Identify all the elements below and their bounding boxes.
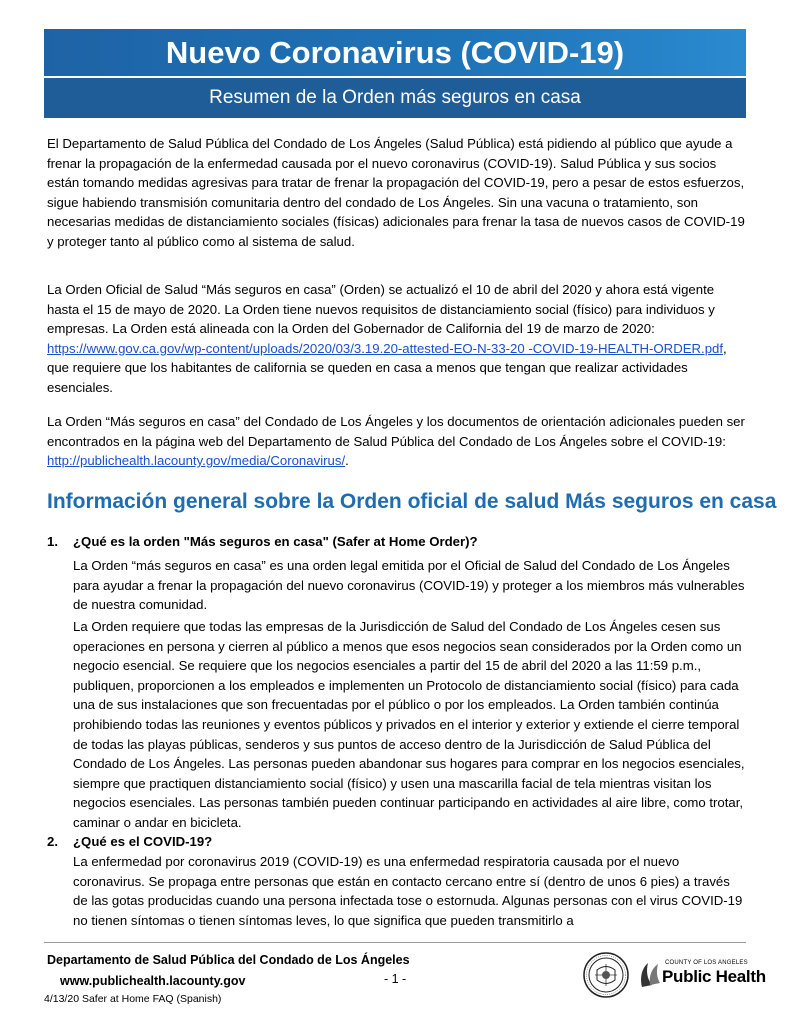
intro-paragraph-1: El Departamento de Salud Pública del Condado de Los Ángeles (Salud Pública) está pidiendo al público que ayude a frenar la propagación de la enfermedad causada por el nuevo coronavirus (COVID-19). Salud Pública y sus socios están tomando medidas agresivas para tratar de frenar la propagación del COVID-19, pero a pesar de estos esfuerzos, sigue habiendo transmisión comunitaria dentro del condado de Los Ángeles. Sin una vacuna o tratamiento, son necesarias medidas de distanciamiento sociales (físicas) adicionales para frenar la tasa de nuevos casos de COVID-19 y proteger tanto al público como al sistema de salud. <box>47 136 745 249</box>
intro-paragraph-2-text-b: , que requiere que los habitantes de california se queden en casa a menos que tengan que realizar actividades esenciales. <box>47 340 727 395</box>
intro-paragraph-2-text-a: La Orden Oficial de Salud “Más seguros en casa” (Orden) se actualizó el 10 de abril del 2020 y ahora está vigente hasta el 15 de mayo de 2020. La Orden tiene nuevos requisitos de distanciamiento social (físico) para individuos y empresas. La Orden está alineada con la Orden del Gobernador de California del 19 de marzo de 2020: <box>47 282 715 337</box>
intro-paragraph-3-text-b: . <box>345 453 349 469</box>
coronavirus-page-link[interactable]: http://publichealth.lacounty.gov/media/Coronavirus/ <box>47 453 346 469</box>
faq-question-2 <box>47 834 212 849</box>
footer-document-id: 4/13/20 Safer at Home FAQ (Spanish) <box>44 993 222 1005</box>
document-title: Nuevo Coronavirus (COVID-19) <box>165 35 625 70</box>
faq-number-1: 1. <box>47 534 58 549</box>
county-seal-icon <box>583 952 629 998</box>
faq-question-1-text: ¿Qué es la orden "Más seguros en casa" (Safer at Home Order)? <box>73 534 478 549</box>
document-title-banner <box>44 29 746 76</box>
faq-number-2: 2. <box>47 834 58 849</box>
document-subtitle: Resumen de la Orden más seguros en casa <box>209 87 581 108</box>
page-number: - 1 - <box>384 972 407 986</box>
footer-divider <box>44 942 746 943</box>
intro-paragraph-3 <box>47 412 749 471</box>
document-subtitle-banner <box>44 78 746 118</box>
intro-paragraph-3-text-a: La Orden “Más seguros en casa” del Condado de Los Ángeles y los documentos de orientación adicionales pueden ser encontrados en la página web del Departamento de Salud Pública del Condado de Los Ángeles sobre el COVID-19: <box>47 414 745 449</box>
faq-answer-1-paragraph-2: La Orden requiere que todas las empresas de la Jurisdicción de Salud del Condado de Los Ángeles cesen sus operaciones en persona y cierren al público a menos que esos negocios sean considerados por la Orden como un negocio esencial. Se requiere que los negocios esenciales a partir del 15 de abril del 2020 a las 11:59 p.m., publiquen, proporcionen a los empleados e implementen un Protocolo de distanciamiento social (físico) para cada una de sus instalaciones que son frecuentadas por el público o por los empleados. La Orden también continúa prohibiendo todas las reuniones y eventos públicos y privados en el interior y exterior y extiende el cierre temporal de todas las playas públicas, senderos y sus puntos de acceso dentro de la Jurisdicción de Salud Pública del Condado de Los Ángeles. Las personas pueden abandonar sus hogares para comprar en los negocios esenciales, siempre que practiquen distanciamiento social (físico) y usen una mascarilla facial de tela mientras visitan los negocios esenciales. Las personas también pueden continuar participando en actividades al aire libre, como trotar, caminar o andar en bicicleta. <box>73 619 745 830</box>
public-health-logo-icon <box>638 959 662 989</box>
governor-order-link[interactable]: https://www.gov.ca.gov/wp-content/uploads/2020/03/3.19.20-attested-EO-N-33-20 -COVID-19-HEALTH-ORDER.pdf <box>47 340 724 356</box>
faq-question-1 <box>47 534 478 549</box>
faq-answer-1-paragraph-1: La Orden “más seguros en casa” es una orden legal emitida por el Oficial de Salud del Condado de Los Ángeles para ayudar a frenar la propagación del nuevo coronavirus (COVID-19) y proteger a los miembros más vulnerables de nuestra comunidad. <box>73 558 745 613</box>
footer-department: Departamento de Salud Pública del Condado de Los Ángeles <box>47 953 410 967</box>
faq-question-2-text: ¿Qué es el COVID-19? <box>73 834 213 849</box>
footer-website: www.publichealth.lacounty.gov <box>60 974 246 988</box>
public-health-logo-county: COUNTY OF LOS ANGELES <box>665 960 748 966</box>
section-heading: Información general sobre la Orden oficial de salud Más seguros en casa <box>47 490 777 513</box>
intro-paragraph-2 <box>47 280 749 398</box>
faq-answer-2-paragraph-1: La enfermedad por coronavirus 2019 (COVID-19) es una enfermedad respiratoria causada por el nuevo coronavirus. Se propaga entre personas que están en contacto cercano entre sí (dentro de unos 6 pies) a través de las gotas producidas cuando una persona infectada tose o estornuda. Algunas personas con el virus COVID-19 no tienen síntomas o tienen síntomas leves, lo que significa que pueden transmitirlo a <box>73 854 743 928</box>
public-health-logo-text: Public Health <box>662 967 766 986</box>
